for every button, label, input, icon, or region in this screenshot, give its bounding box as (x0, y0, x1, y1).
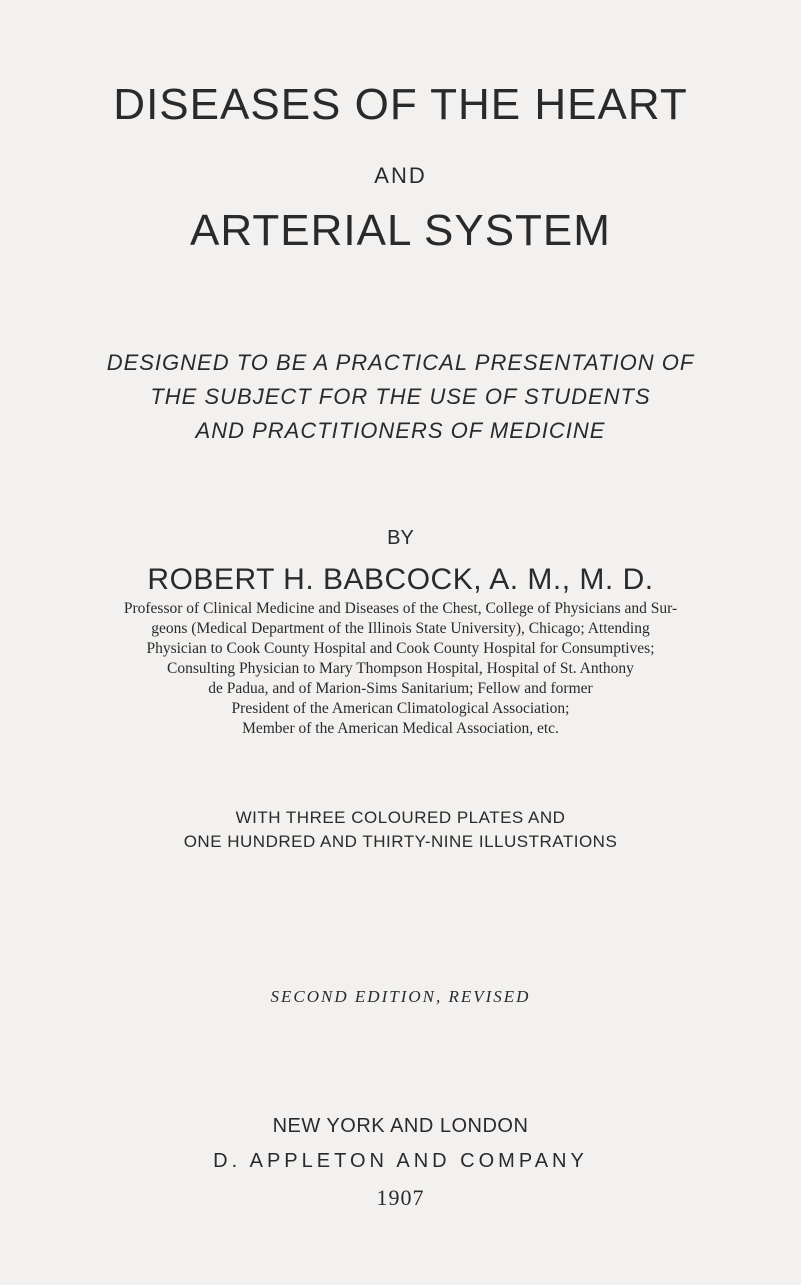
credentials-line-5: de Padua, and of Marion-Sims Sanitarium; Fellow and former (208, 680, 593, 697)
book-title: DISEASES OF THE HEART (113, 80, 688, 129)
credentials-line-2: geons (Medical Department of the Illinois State University), Chicago; Attending (151, 620, 650, 637)
imprint-publisher: D. APPLETON AND COMPANY (213, 1150, 588, 1172)
tagline-line-3: AND PRACTITIONERS OF MEDICINE (195, 418, 606, 443)
by-label: BY (387, 527, 414, 549)
book-subtitle: ARTERIAL SYSTEM (190, 206, 611, 255)
tagline-line-1: DESIGNED TO BE A PRACTICAL PRESENTATION OF (106, 350, 695, 375)
credentials-line-4: Consulting Physician to Mary Thompson Hospital, Hospital of St. Anthony (167, 660, 634, 677)
edition-note: SECOND EDITION, REVISED (270, 987, 531, 1006)
credentials-line-6: President of the American Climatological Association; (231, 700, 570, 717)
imprint-year: 1907 (376, 1185, 425, 1210)
credentials-line-1: Professor of Clinical Medicine and Diseases of the Chest, College of Physicians and Sur- (123, 600, 678, 617)
illustrations-line-1: WITH THREE COLOURED PLATES AND (235, 808, 566, 827)
credentials-line-7: Member of the American Medical Association, etc. (242, 720, 559, 737)
credentials-line-3: Physician to Cook County Hospital and Cook County Hospital for Consumptives; (146, 640, 655, 657)
tagline-line-2: THE SUBJECT FOR THE USE OF STUDENTS (150, 384, 651, 409)
imprint-place: NEW YORK AND LONDON (272, 1115, 529, 1137)
author-name: ROBERT H. BABCOCK, A. M., M. D. (147, 563, 654, 596)
illustrations-line-2: ONE HUNDRED AND THIRTY-NINE ILLUSTRATIONS (183, 832, 618, 851)
title-conjunction: AND (374, 163, 427, 188)
